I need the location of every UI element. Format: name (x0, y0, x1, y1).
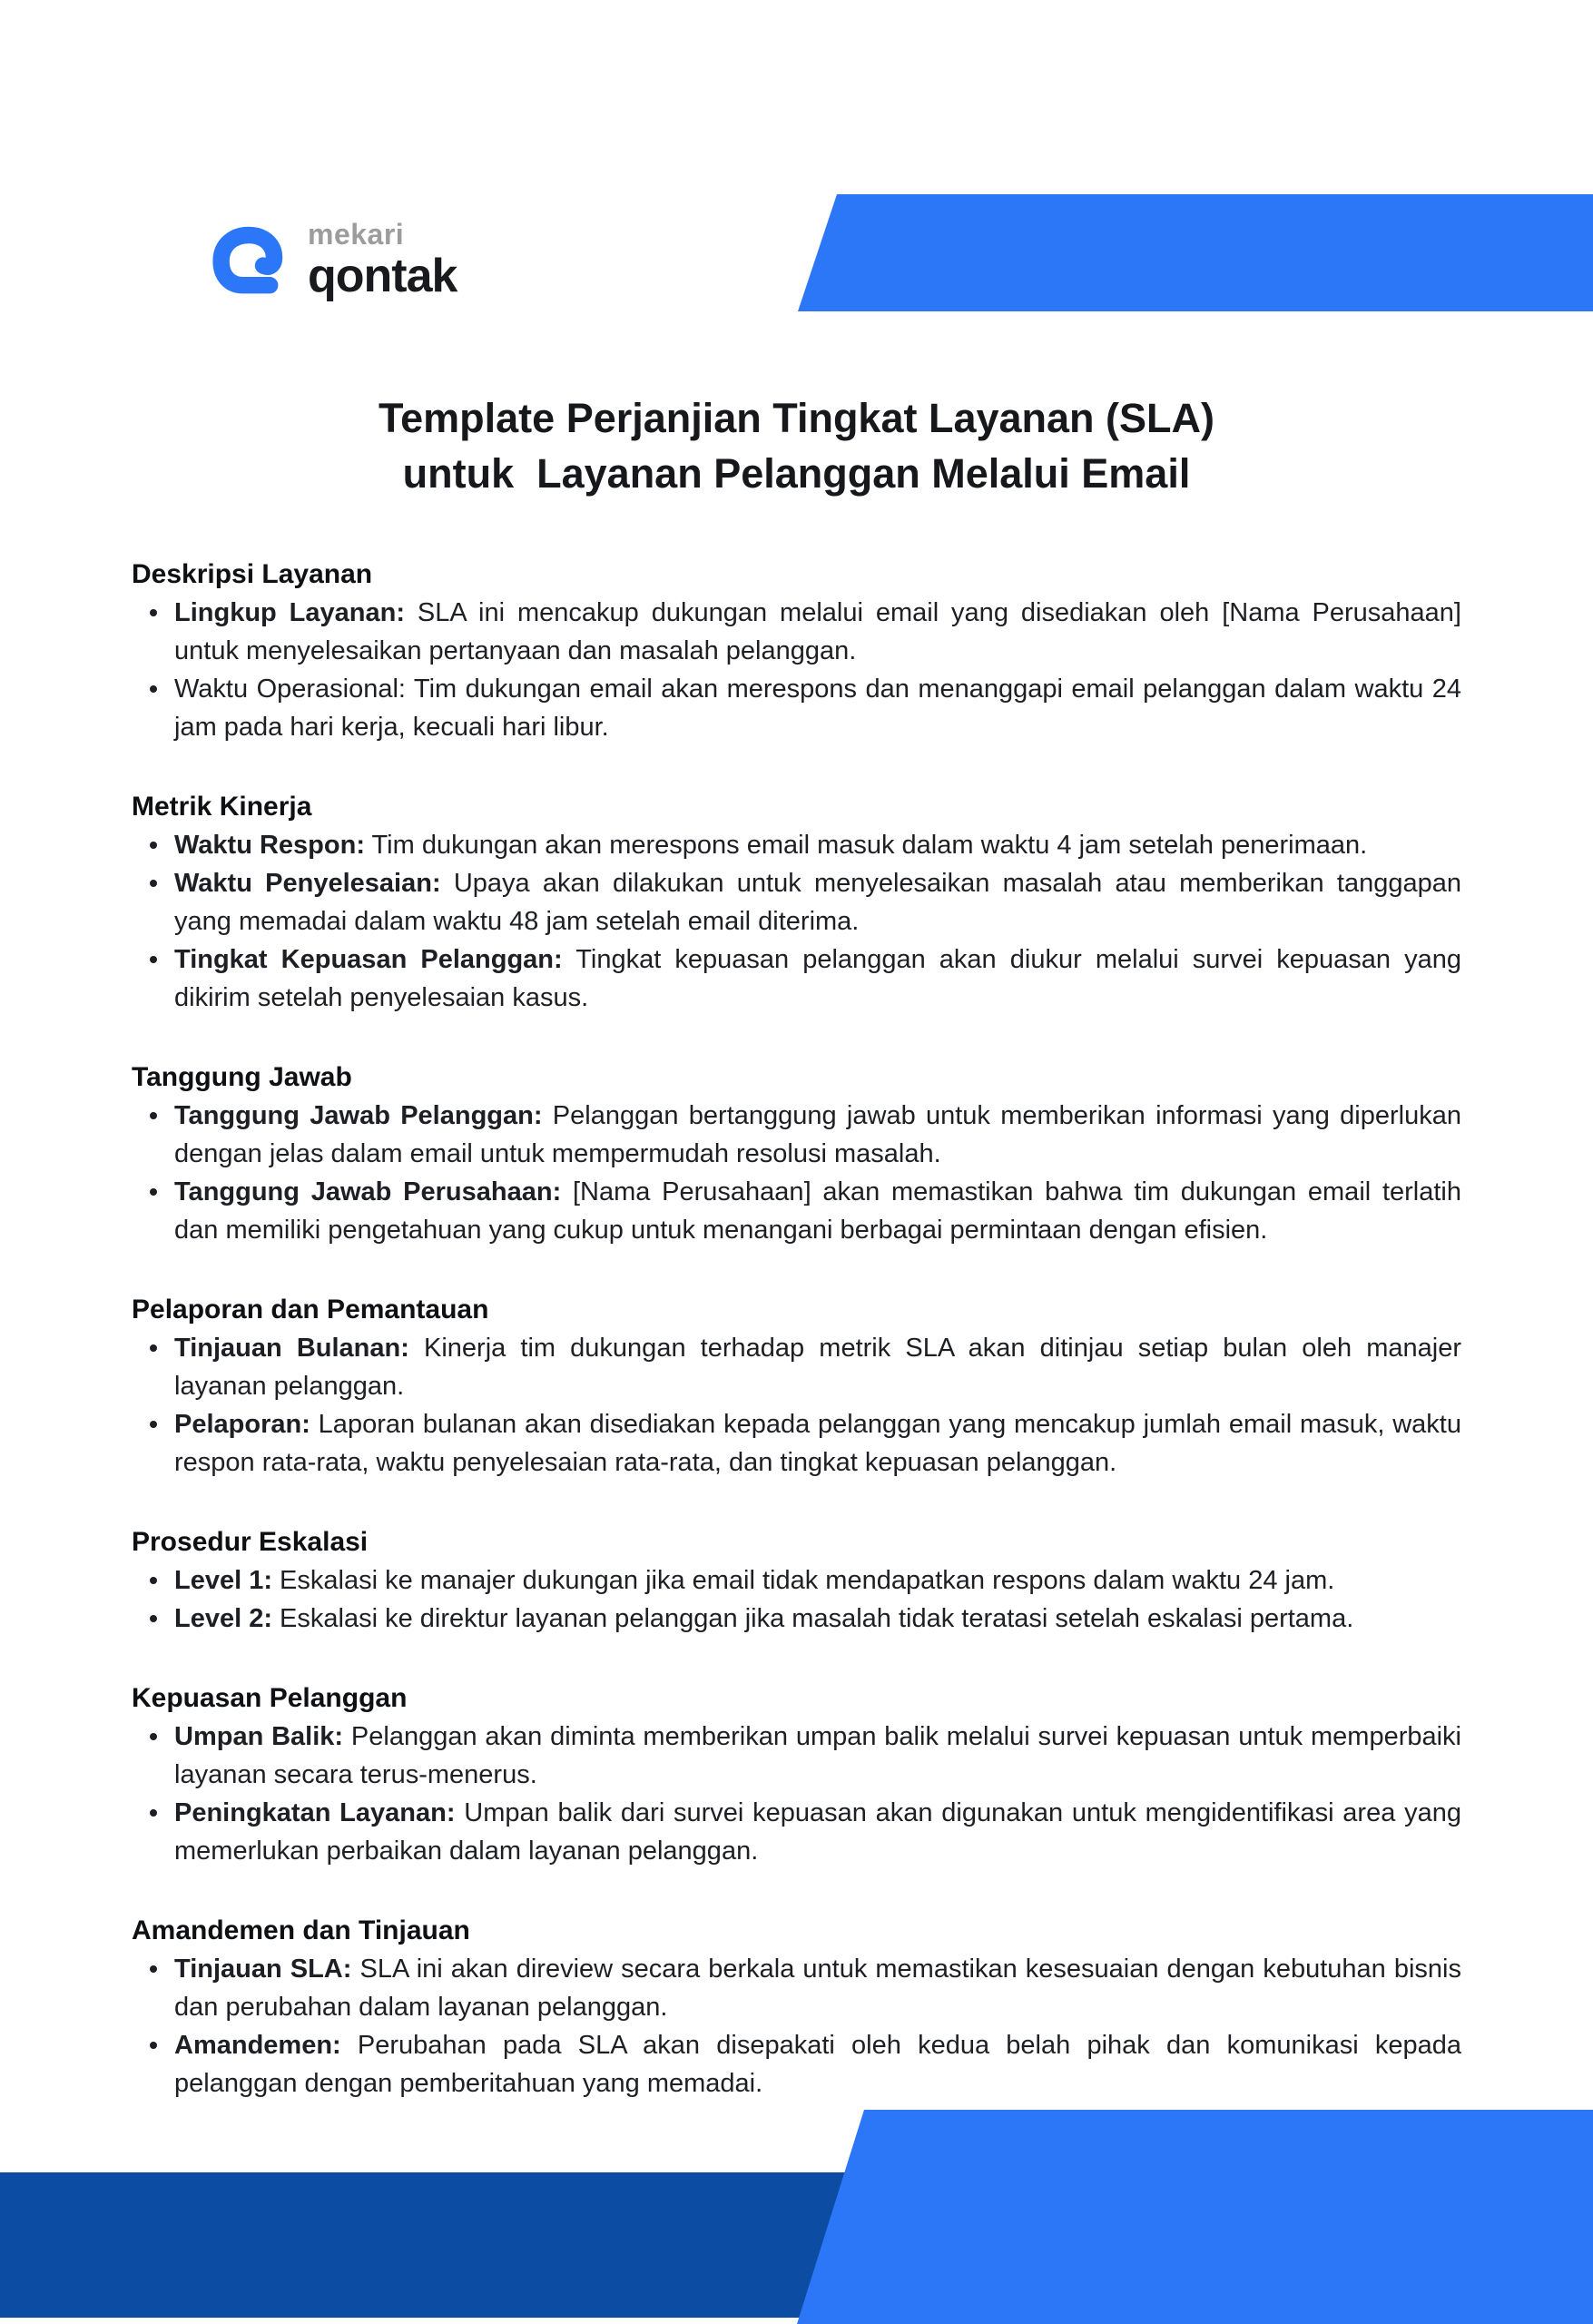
bullet-text: Tim dukungan email akan merespons dan menanggapi email pelanggan dalam waktu 24 jam pada hari kerja, kecuali hari libur. (174, 675, 1461, 742)
document-sections (132, 556, 1461, 2102)
document-section (132, 1291, 1461, 1482)
section-bullet-list (132, 1950, 1461, 2102)
logo-qontak-label: qontak (308, 250, 457, 302)
bullet-item (174, 1561, 1461, 1600)
qontak-q-icon (212, 220, 285, 301)
logo-mekari-label: mekari (308, 218, 405, 251)
section-bullet-list (132, 1097, 1461, 1249)
bullet-text: Tim dukungan akan merespons email masuk dalam waktu 4 jam setelah penerimaan. (364, 831, 1368, 860)
bullet-text: Eskalasi ke manajer dukungan jika email tidak mendapatkan respons dalam waktu 24 jam. (272, 1566, 1335, 1595)
bullet-text: Umpan balik dari survei kepuasan akan digunakan untuk mengidentifikasi area yang memerlukan perbaikan dalam layanan pelanggan. (174, 1798, 1461, 1866)
document-section (132, 788, 1461, 1017)
bullet-lead: Waktu Respon: (174, 831, 365, 860)
bottom-banner-shape (797, 2110, 1593, 2324)
bullet-item (174, 2026, 1461, 2102)
bullet-text: SLA ini akan direview secara berkala untuk memastikan kesesuaian dengan kebutuhan bisnis dan perubahan dalam layanan pelanggan. (174, 1955, 1462, 2022)
logo (212, 220, 457, 301)
bullet-lead: Level 2: (174, 1604, 272, 1633)
bullet-text: Eskalasi ke direktur layanan pelanggan jika masalah tidak teratasi setelah eskalasi pertama. (272, 1604, 1354, 1633)
bullet-item (174, 940, 1461, 1017)
bullet-item (174, 670, 1461, 746)
page-title (0, 390, 1593, 501)
bullet-text: Pelanggan akan diminta memberikan umpan balik melalui survei kepuasan untuk memperbaiki layanan secara terus-menerus. (174, 1722, 1461, 1789)
section-heading: Metrik Kinerja (132, 792, 312, 822)
bullet-item (174, 1950, 1461, 2026)
bullet-text: SLA ini mencakup dukungan melalui email yang disediakan oleh [Nama Perusahaan] untuk menyelesaikan pertanyaan dan masalah pelanggan. (174, 598, 1461, 665)
bullet-item (174, 1173, 1461, 1249)
bullet-lead: Tanggung Jawab Perusahaan: (174, 1177, 562, 1206)
bullet-lead: Lingkup Layanan: (174, 598, 405, 627)
page-title-line2: untuk Layanan Pelanggan Melalui Email (402, 450, 1191, 497)
document-section (132, 1059, 1461, 1249)
bullet-item (174, 594, 1461, 670)
bullet-lead: Tanggung Jawab Pelanggan: (174, 1101, 543, 1130)
bullet-text: Laporan bulanan akan disediakan kepada pelanggan yang mencakup jumlah email masuk, waktu respon rata-rata, waktu penyelesaian rata-rata, dan tingkat kepuasan pelanggan. (174, 1410, 1461, 1477)
document-section (132, 556, 1461, 746)
section-bullet-list (132, 826, 1461, 1017)
section-heading: Pelaporan dan Pemantauan (132, 1295, 489, 1324)
bullet-text: Upaya akan dilakukan untuk menyelesaikan masalah atau memberikan tanggapan yang memadai dalam waktu 48 jam setelah email diterima. (174, 869, 1461, 936)
section-bullet-list (132, 1329, 1461, 1482)
bullet-lead: Waktu Penyelesaian: (174, 869, 441, 898)
section-heading: Amandemen dan Tinjauan (132, 1915, 470, 1945)
bullet-lead: Level 1: (174, 1566, 272, 1595)
bullet-item (174, 1329, 1461, 1405)
section-bullet-list (132, 1718, 1461, 1870)
section-heading: Deskripsi Layanan (132, 559, 373, 589)
bullet-item (174, 1718, 1461, 1794)
bullet-item (174, 1097, 1461, 1173)
section-bullet-list (132, 594, 1461, 746)
bullet-item (174, 1405, 1461, 1482)
document-section (132, 1912, 1461, 2102)
section-heading: Prosedur Eskalasi (132, 1527, 369, 1557)
document-section (132, 1523, 1461, 1638)
bullet-lead: Peningkatan Layanan: (174, 1798, 456, 1827)
bottom-navy-band (0, 2172, 1593, 2318)
logo-text (308, 220, 457, 300)
bullet-text: Kinerja tim dukungan terhadap metrik SLA akan ditinjau setiap bulan oleh manajer layanan pelanggan. (174, 1334, 1461, 1401)
bullet-text: Pelanggan bertanggung jawab untuk memberikan informasi yang diperlukan dengan jelas dalam email untuk mempermudah resolusi masalah. (174, 1101, 1461, 1168)
bullet-text: [Nama Perusahaan] akan memastikan bahwa tim dukungan email terlatih dan memiliki pengetahuan yang cukup untuk menangani berbagai permintaan dengan efisien. (174, 1177, 1462, 1245)
section-bullet-list (132, 1561, 1461, 1638)
bullet-text: Perubahan pada SLA akan disepakati oleh kedua belah pihak dan komunikasi kepada pelanggan dengan pemberitahuan yang memadai. (174, 2031, 1461, 2098)
page-title-line1: Template Perjanjian Tingkat Layanan (SLA) (378, 395, 1215, 441)
bullet-text: Tingkat kepuasan pelanggan akan diukur melalui survei kepuasan yang dikirim setelah penyelesaian kasus. (174, 945, 1462, 1012)
bullet-lead: Tinjauan Bulanan: (174, 1334, 409, 1363)
bullet-lead: Pelaporan: (174, 1410, 310, 1439)
bullet-lead: Umpan Balik: (174, 1722, 344, 1751)
top-banner-shape (798, 194, 1593, 311)
document-section (132, 1679, 1461, 1870)
bullet-lead: Amandemen: (174, 2031, 341, 2060)
section-heading: Tanggung Jawab (132, 1062, 352, 1092)
bullet-lead: Waktu Operasional: (174, 675, 406, 704)
bullet-lead: Tingkat Kepuasan Pelanggan: (174, 945, 563, 974)
bullet-item (174, 1600, 1461, 1638)
bullet-lead: Tinjauan SLA: (174, 1955, 352, 1984)
bullet-item (174, 826, 1461, 864)
bullet-item (174, 1794, 1461, 1870)
bullet-item (174, 864, 1461, 940)
section-heading: Kepuasan Pelanggan (132, 1683, 408, 1713)
